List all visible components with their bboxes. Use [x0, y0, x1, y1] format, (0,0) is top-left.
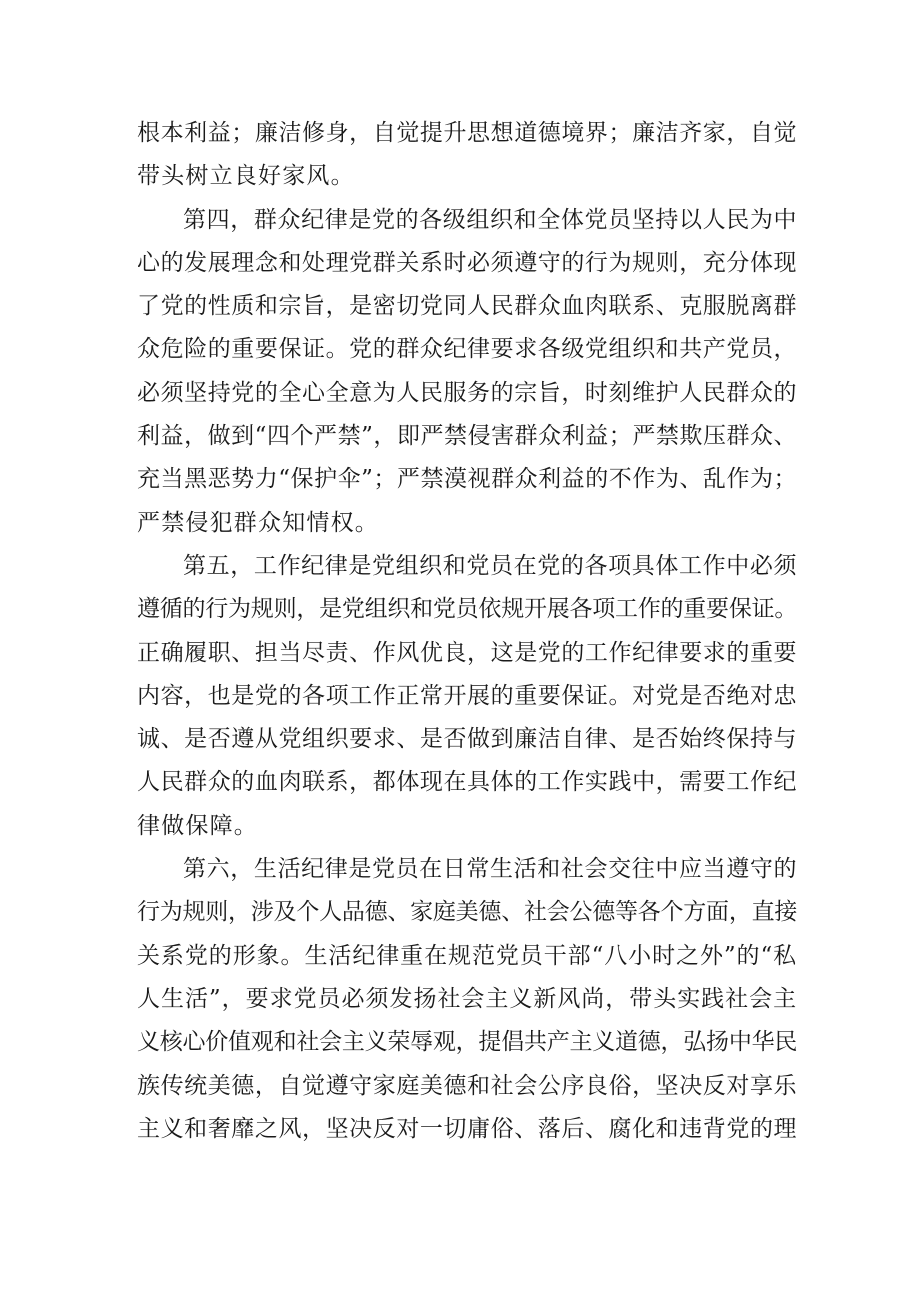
text-line: 必须坚持党的全心全意为人民服务的宗旨，时刻维护人民群众的	[137, 379, 797, 406]
text-line: 众危险的重要保证。党的群众纪律要求各级党组织和共产党员，	[137, 336, 797, 363]
text-line: 严禁侵犯群众知情权。	[137, 509, 379, 536]
text-line: 充当黑恶势力“保护伞”；严禁漠视群众利益的不作为、乱作为；	[137, 466, 797, 493]
text-line: 心的发展理念和处理党群关系时必须遵守的行为规则，充分体现	[137, 249, 797, 276]
text-line: 族传统美德，自觉遵守家庭美德和社会公序良俗，坚决反对享乐	[137, 1072, 797, 1099]
text-line: 根本利益；廉洁修身，自觉提升思想道德境界；廉洁齐家，自觉	[137, 120, 797, 146]
text-line: 内容，也是党的各项工作正常开展的重要保证。对党是否绝对忠	[137, 682, 797, 709]
text-line: 诚、是否遵从党组织要求、是否做到廉洁自律、是否始终保持与	[137, 726, 797, 753]
text-line: 律做保障。	[137, 812, 258, 839]
text-line: 第五，工作纪律是党组织和党员在党的各项具体工作中必须	[183, 552, 797, 579]
text-line: 利益，做到“四个严禁”，即严禁侵害群众利益；严禁欺压群众、	[137, 423, 797, 450]
text-line: 行为规则，涉及个人品德、家庭美德、社会公德等各个方面，直接	[137, 899, 797, 926]
text-line: 关系党的形象。生活纪律重在规范党员干部“八小时之外”的“私	[137, 942, 797, 969]
text-line: 了党的性质和宗旨，是密切党同人民群众血肉联系、克服脱离群	[137, 293, 797, 320]
text-line: 义核心价值观和社会主义荣辱观，提倡共产主义道德，弘扬中华民	[137, 1029, 797, 1056]
text-line: 人民群众的血肉联系，都体现在具体的工作实践中，需要工作纪	[137, 769, 797, 796]
body-text	[137, 112, 797, 1151]
text-line: 遵循的行为规则，是党组织和党员依规开展各项工作的重要保证。	[137, 596, 797, 623]
text-line: 人生活”，要求党员必须发扬社会主义新风尚，带头实践社会主	[137, 985, 797, 1012]
text-line: 带头树立良好家风。	[137, 163, 355, 190]
text-line: 第四，群众纪律是党的各级组织和全体党员坚持以人民为中	[183, 206, 797, 233]
text-line: 第六，生活纪律是党员在日常生活和社会交往中应当遵守的	[183, 856, 797, 883]
text-line: 主义和奢靡之风，坚决反对一切庸俗、落后、腐化和违背党的理	[137, 1115, 797, 1142]
text-line: 正确履职、担当尽责、作风优良，这是党的工作纪律要求的重要	[137, 639, 797, 666]
